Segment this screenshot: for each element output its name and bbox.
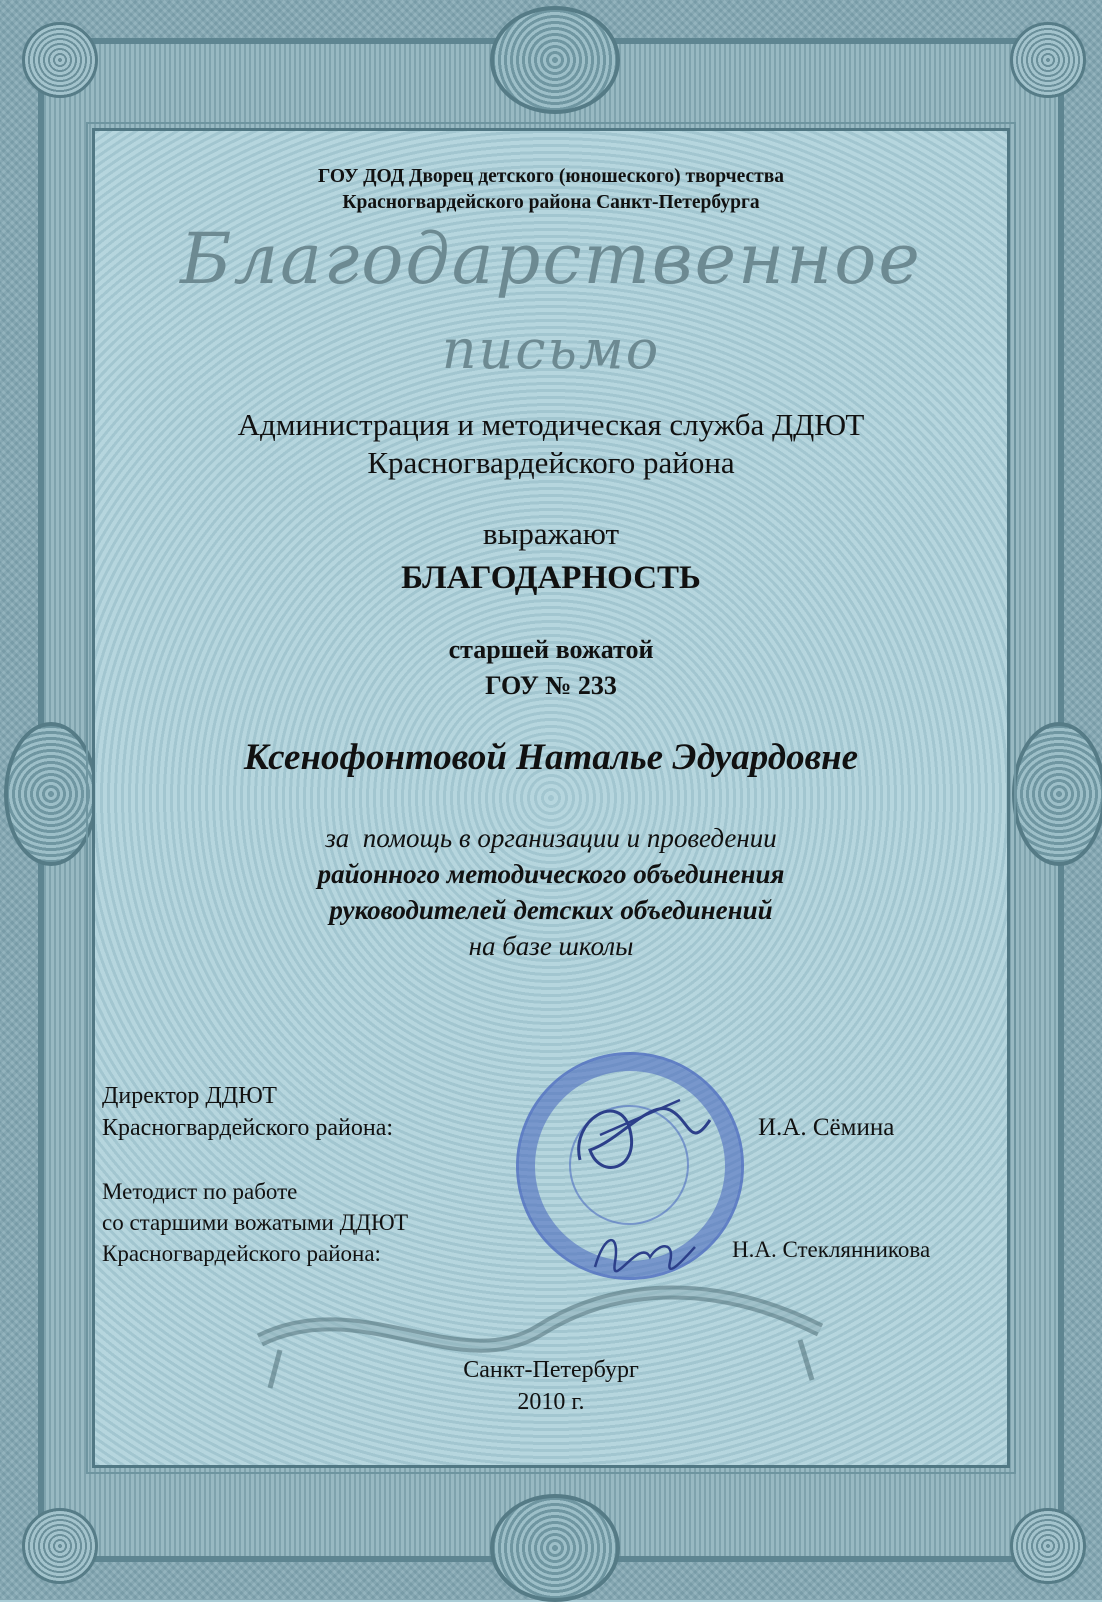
recipient-position-line-1: старшей вожатой xyxy=(448,635,654,664)
methodist-title-line-3: Красногвардейского района: xyxy=(102,1241,381,1266)
footer-place-date xyxy=(0,1354,1102,1418)
gratitude-heading: БЛАГОДАРНОСТЬ xyxy=(401,560,701,596)
footer-year: 2010 г. xyxy=(517,1389,585,1415)
methodist-name: Н.А. Стеклянникова xyxy=(732,1237,931,1262)
issuer-line-2: Красногвардейского района xyxy=(367,445,735,480)
recipient-position xyxy=(0,632,1102,704)
reason-line-3: руководителей детских объединений xyxy=(329,895,773,925)
reason-line-2: районного методического объединения xyxy=(317,859,785,889)
director-title-line-1: Директор ДДЮТ xyxy=(102,1083,277,1109)
issuer-block xyxy=(0,406,1102,482)
methodist-signature-title xyxy=(102,1176,408,1269)
methodist-title-line-2: со старшими вожатыми ДДЮТ xyxy=(102,1210,409,1235)
organization-line-1: ГОУ ДОД Дворец детского (юношеского) творчества xyxy=(317,166,785,187)
methodist-title-line-1: Методист по работе xyxy=(102,1179,298,1204)
reason-line-1: за помощь в организации и проведении xyxy=(325,823,777,853)
director-name: И.А. Сёмина xyxy=(758,1114,895,1141)
recipient-name: Ксенофонтовой Наталье Эдуардовне xyxy=(243,737,859,778)
organization-header xyxy=(0,164,1102,216)
title-script-line-1: Благодарственное xyxy=(180,218,922,300)
director-handwritten-signature xyxy=(560,1080,720,1190)
director-signature-title xyxy=(102,1080,393,1144)
footer-city: Санкт-Петербург xyxy=(463,1357,639,1383)
director-title-line-2: Красногвардейского района: xyxy=(102,1115,394,1141)
express-verb: выражают xyxy=(482,516,620,551)
organization-line-2: Красногвардейского района Санкт-Петербурга xyxy=(342,192,760,213)
reason-block xyxy=(0,820,1102,964)
title-script-line-2: письмо xyxy=(441,318,661,381)
methodist-handwritten-signature xyxy=(590,1222,700,1282)
reason-line-4: на базе школы xyxy=(468,931,634,961)
recipient-position-line-2: ГОУ № 233 xyxy=(485,671,617,700)
issuer-line-1: Администрация и методическая служба ДДЮТ xyxy=(237,407,865,442)
